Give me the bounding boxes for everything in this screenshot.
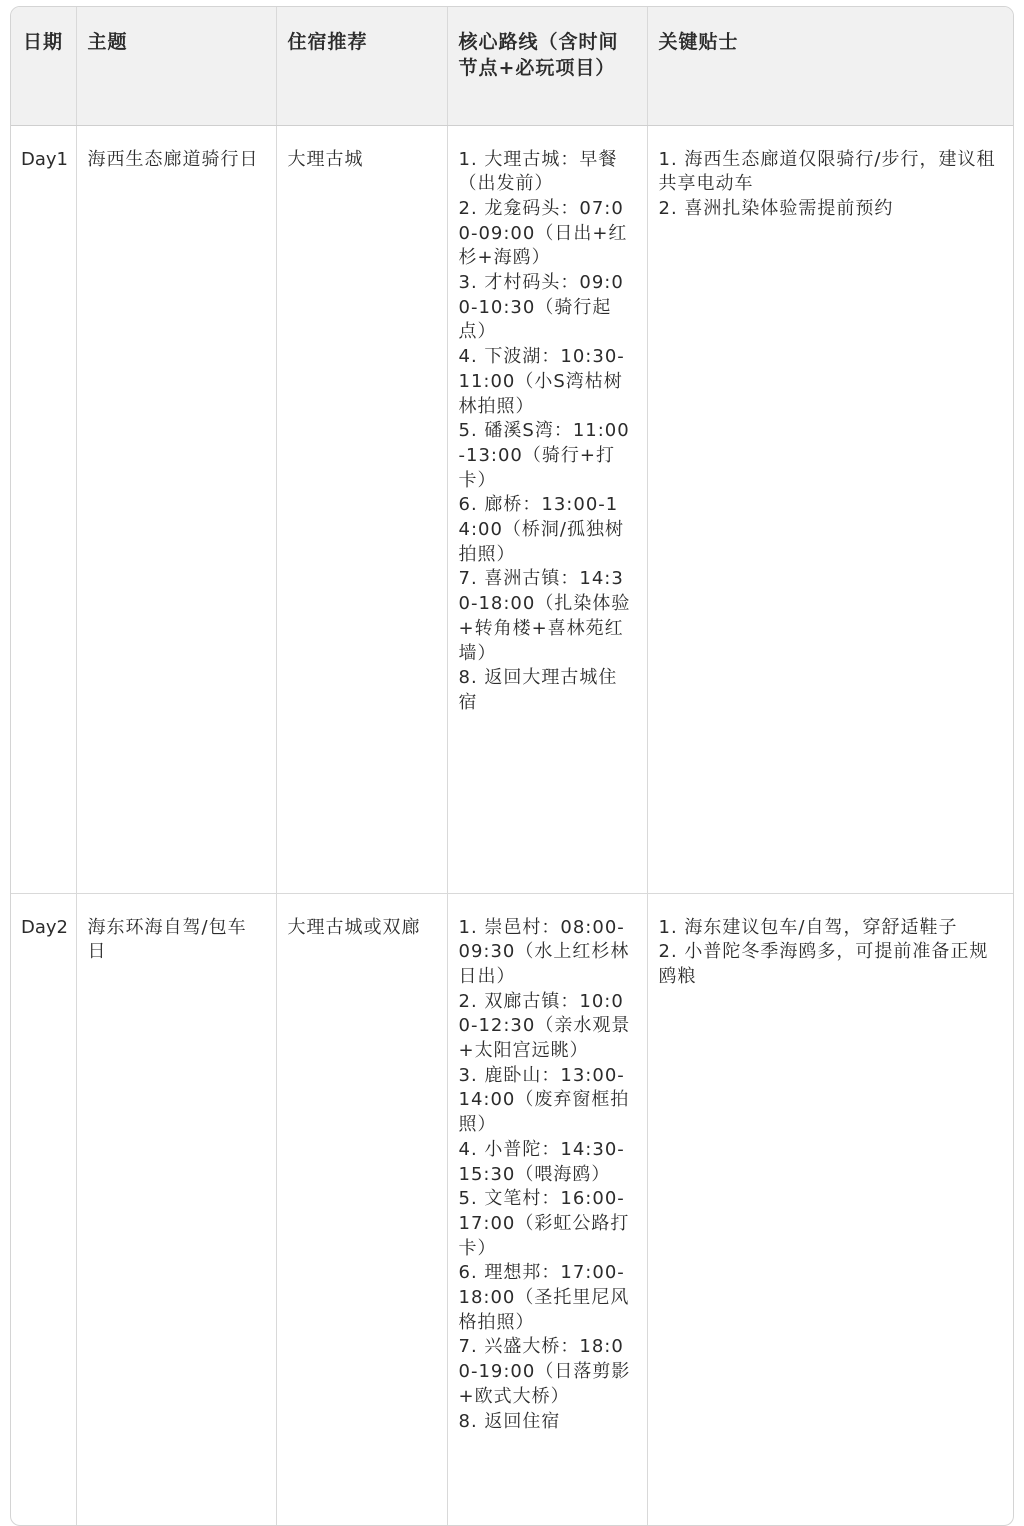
cell-date: Day2 [11,893,76,1526]
route-item: 6. 理想邦：17:00-18:00（圣托里尼风格拍照） [458,1262,630,1333]
header-theme: 主题 [76,7,276,125]
route-item: 3. 鹿卧山：13:00-14:00（废弃窗框拍照） [458,1064,630,1136]
tip-item: 1. 海西生态廊道仅限骑行/步行，建议租共享电动车 [658,148,996,195]
route-item: 4. 下波湖：10:30-11:00（小S湾枯树林拍照） [458,346,625,417]
route-item: 7. 喜洲古镇：14:30-18:00（扎染体验+转角楼+喜林苑红墙） [458,568,631,664]
table-body [11,125,1014,1526]
tip-item: 1. 海东建议包车/自驾，穿舒适鞋子 [658,916,958,938]
route-item: 6. 廊桥：13:00-14:00（桥洞/孤独树拍照） [458,494,624,565]
cell-route [447,893,647,1526]
itinerary-table [11,7,1014,1526]
header-row [11,7,1014,125]
route-item: 5. 文笔村：16:00-17:00（彩虹公路打卡） [458,1188,630,1259]
cell-theme: 海西生态廊道骑行日 [76,125,276,893]
route-item: 5. 磻溪S湾：11:00-13:00（骑行+打卡） [458,420,630,491]
table-row-day1 [11,125,1014,893]
route-item: 4. 小普陀：14:30-15:30（喂海鸥） [458,1138,625,1185]
tip-item: 2. 小普陀冬季海鸥多，可提前准备正规鸥粮 [658,941,989,987]
table-row-day2 [11,893,1014,1526]
route-item: 3. 才村码头：09:00-10:30（骑行起点） [458,272,624,343]
cell-stay: 大理古城 [276,125,447,893]
tip-item: 2. 喜洲扎染体验需提前预约 [658,197,894,219]
route-item: 2. 双廊古镇：10:00-12:30（亲水观景+太阳宫远眺） [458,990,631,1062]
header-date: 日期 [11,7,76,125]
route-item: 2. 龙龛码头：07:00-09:00（日出+红杉+海鸥） [458,197,628,269]
header-tips: 关键贴士 [647,7,1014,125]
cell-theme: 海东环海自驾/包车日 [76,893,276,1526]
cell-date: Day1 [11,125,76,893]
header-stay: 住宿推荐 [276,7,447,125]
route-item: 7. 兴盛大桥：18:00-19:00（日落剪影+欧式大桥） [458,1336,631,1407]
cell-stay: 大理古城或双廊 [276,893,447,1526]
route-item: 8. 返回大理古城住宿 [458,667,618,713]
route-item: 8. 返回住宿 [458,1410,561,1432]
route-item: 1. 大理古城：早餐（出发前） [458,148,618,195]
route-item: 1. 崇邑村：08:00-09:30（水上红杉林日出） [458,916,630,987]
itinerary-table-container [10,6,1014,1526]
cell-route [447,125,647,893]
header-route: 核心路线（含时间节点+必玩项目） [447,7,647,125]
cell-tips [647,893,1014,1526]
cell-tips [647,125,1014,893]
table-header [11,7,1014,125]
